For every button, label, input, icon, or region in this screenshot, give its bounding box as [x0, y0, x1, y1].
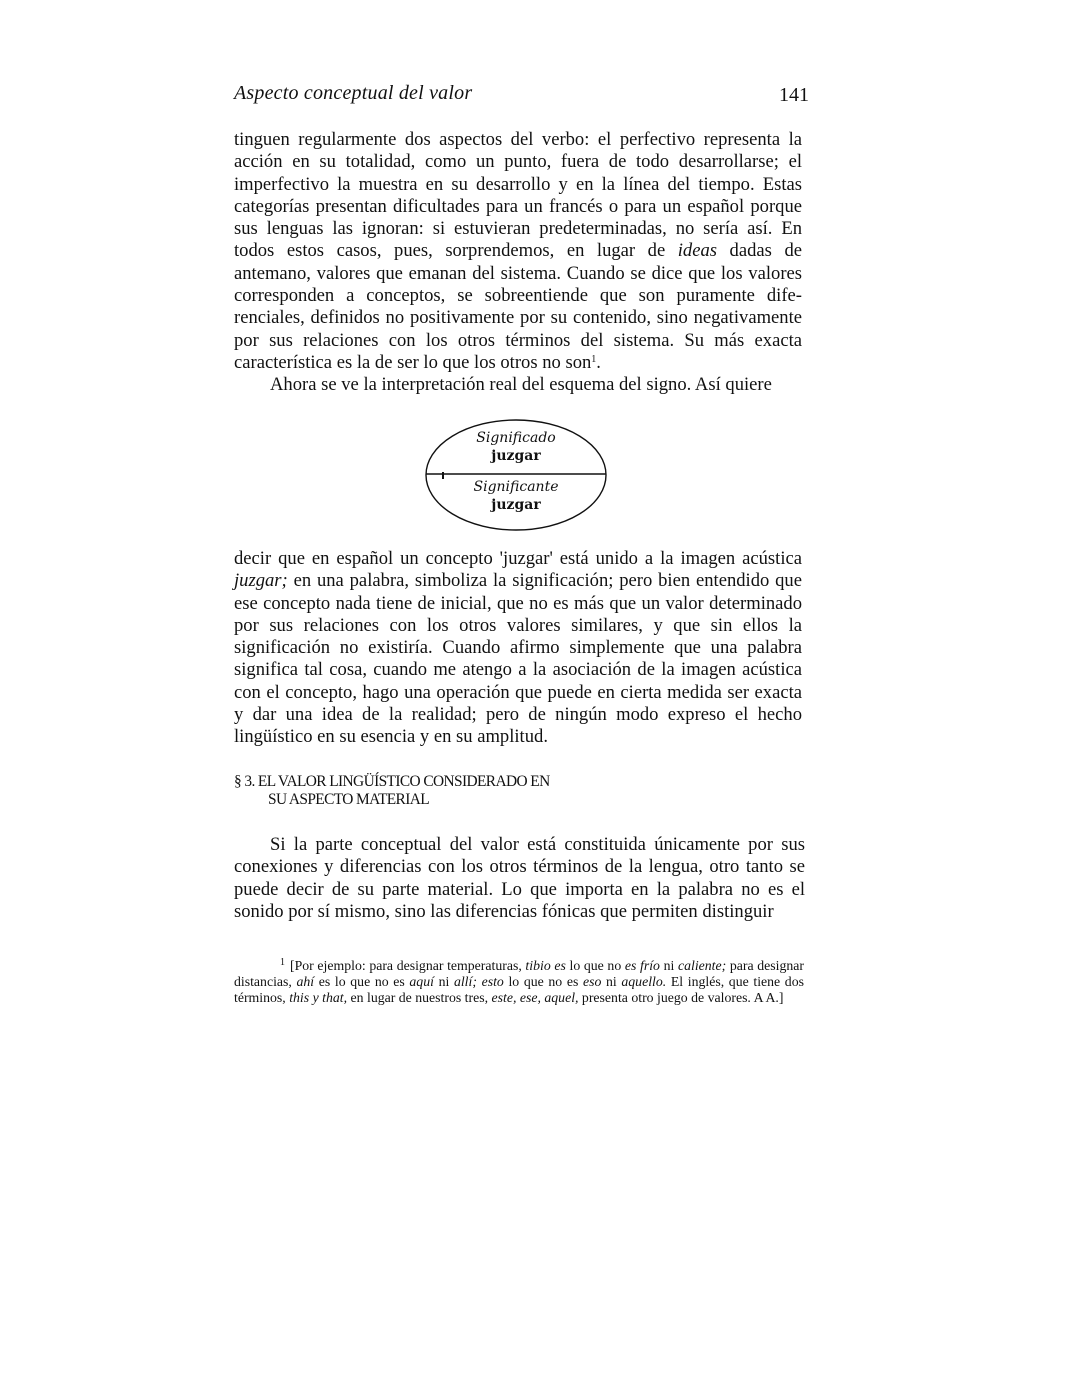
footnote-text: El inglés, que tiene dos términos,: [234, 974, 804, 1005]
footnote-emphasis: ahí: [296, 974, 315, 989]
footnote-text: lo que no: [565, 958, 625, 973]
emphasis-ideas: ideas: [677, 240, 718, 262]
paragraph-concept-text-1: decir que en español un concepto 'juzgar' está unido a la imagen acústica: [234, 548, 802, 569]
section-heading: [234, 773, 714, 809]
footnote-emphasis: allí; esto: [453, 974, 504, 989]
footnote-emphasis: aquello.: [621, 974, 667, 989]
section-heading-line-1: § 3. EL VALOR LINGÜÍSTICO CONSIDERADO EN: [234, 773, 550, 790]
footnote-emphasis: este, ese, aquel,: [491, 990, 579, 1005]
footnote-emphasis: caliente;: [677, 958, 727, 973]
footnote-text: presenta otro juego de valores. A A.]: [578, 990, 784, 1005]
page-header: [234, 82, 809, 110]
footnote-emphasis: eso: [582, 974, 602, 989]
footnote-mark: 1: [280, 957, 285, 968]
sign-diagram: [424, 416, 610, 534]
footnote-emphasis: aquí: [409, 974, 434, 989]
paragraph-sign-schema: Ahora se ve la interpretación real del esquema del signo. Así quiere: [270, 374, 772, 396]
footnote-text: ni: [433, 974, 454, 989]
footnote-emphasis: this y that,: [289, 990, 348, 1005]
signifier-word: juzgar: [491, 497, 541, 513]
paragraph-concept: [234, 548, 802, 749]
paragraph-aspects-text-2: dadas de antemano, valores que emanan del sistema. Cuando se dice que los valores corresponden a conceptos, se sobreentiende que son puramente diferenciales, definidos no positivamente por su contenido, sino negativamente por sus relaciones con los otros términos del sistema. Su más exacta característica es la de ser lo que los otros no son: [234, 240, 802, 373]
paragraph-material: Si la parte conceptual del valor está constituida únicamente por sus conexiones y diferencias con los otros términos de la lengua, otro tanto se puede decir de su parte material. Lo que importa en la palabra no es el sonido por sí mismo, sino las diferencias fónicas que permiten distinguir: [234, 834, 805, 922]
footnote-text: es lo que no es: [314, 974, 410, 989]
page-number: 141: [779, 84, 809, 106]
footnote-text: ni: [659, 958, 678, 973]
paragraph-aspects-text-1: tinguen regularmente dos aspectos del verbo: el perfectivo representa la acción en su totalidad, como un punto, fuera de todo desarrollarse; el imperfectivo la muestra en su desarrollo y en la línea del tiempo. Estas categorías presentan dificultades para un francés o para un español porque sus lenguas las ignoran: si estuvieran predeterminadas, no sería así. En todos estos casos, pues, sorprendemos, en lugar de: [234, 129, 802, 262]
footnotes: [234, 955, 804, 1006]
footnote-emphasis: tibio es: [525, 958, 566, 973]
footnote-text: para designar distancias,: [234, 958, 804, 989]
footnote-text: lo que no es: [503, 974, 583, 989]
body-text-middle: [234, 548, 802, 749]
section-heading-line-2: SU ASPECTO MATERIAL: [268, 791, 430, 808]
footnote-reference[interactable]: 1: [591, 353, 597, 365]
signified-word: juzgar: [491, 448, 541, 464]
body-text-bottom: [234, 834, 805, 923]
footnote-text: ni: [601, 974, 622, 989]
signified-term: Significado: [476, 430, 556, 446]
footnote-emphasis: es frío: [624, 958, 660, 973]
footnote-1: [234, 955, 804, 1006]
body-text-top: [234, 129, 802, 397]
footnote-text: [Por ejemplo: para designar temperaturas,: [290, 958, 526, 973]
signifier-term: Significante: [473, 479, 559, 495]
paragraph-concept-text-2: en una palabra, simboliza la significación; pero bien entendido que ese concepto nada tiene de inicial, que no es más que un valor determinado por sus relaciones con los otros valores similares, y que sin ellos la significación no existiría. Cuando afirmo simplemente que una palabra significa tal cosa, cuando me atengo a la asociación de la imagen acústica con el concepto, hago una operación que puede en cierta medida ser exacta y dar una idea de la realidad; pero de ningún modo expreso el hecho lingüístico en su esencia y en su amplitud.: [234, 570, 802, 748]
running-title: Aspecto conceptual del valor: [234, 82, 473, 104]
footnote-text: en lugar de nuestros tres,: [347, 990, 492, 1005]
paragraph-aspects-text-3: .: [596, 351, 601, 373]
emphasis-juzgar: juzgar;: [234, 570, 288, 592]
paragraph-aspects: [234, 129, 802, 374]
